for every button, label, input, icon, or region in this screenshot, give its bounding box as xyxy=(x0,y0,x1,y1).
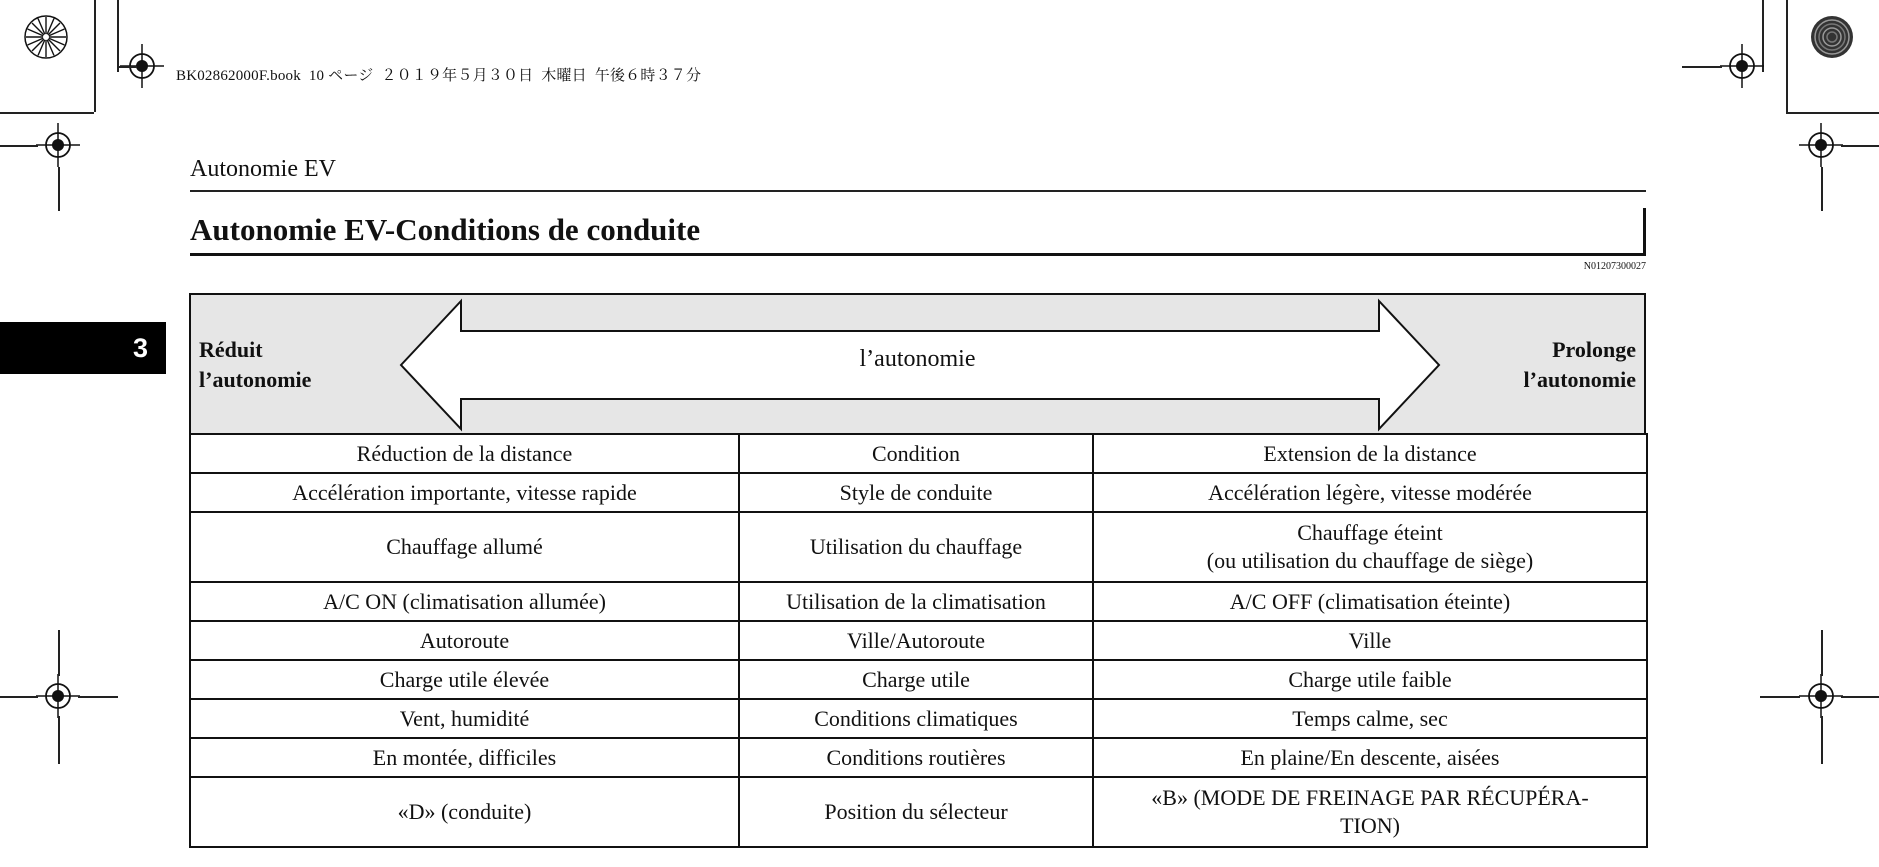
extends-range-label xyxy=(1524,335,1636,395)
table-cell: Chauffage allumé xyxy=(190,512,739,582)
crop-line xyxy=(94,0,96,112)
table-row xyxy=(190,512,1647,582)
table-row xyxy=(190,473,1647,512)
table-cell: «D» (conduite) xyxy=(190,777,739,847)
table-row xyxy=(190,777,1647,847)
column-header: Condition xyxy=(739,434,1093,473)
crop-line xyxy=(78,696,118,698)
table-row xyxy=(190,621,1647,660)
crop-line xyxy=(117,66,137,68)
table-cell: Temps calme, sec xyxy=(1093,699,1647,738)
section-title: Autonomie EV-Conditions de conduite xyxy=(190,212,701,247)
table-cell: Utilisation de la climatisation xyxy=(739,582,1093,621)
registration-star-mark-left xyxy=(23,14,69,60)
chapter-tab: 3 xyxy=(0,322,166,374)
crosshair-mark-top-right xyxy=(1720,44,1764,88)
crop-line xyxy=(1786,112,1879,114)
table-row xyxy=(190,660,1647,699)
table-cell: A/C ON (climatisation allumée) xyxy=(190,582,739,621)
registration-star-mark-right xyxy=(1809,14,1855,60)
crop-line xyxy=(1821,716,1823,764)
driving-conditions-table xyxy=(189,433,1648,848)
table-cell xyxy=(1093,512,1647,582)
table-header-row xyxy=(190,434,1647,473)
crop-line xyxy=(58,630,60,676)
crop-line xyxy=(0,112,94,114)
column-header: Réduction de la distance xyxy=(190,434,739,473)
running-head-rule xyxy=(190,190,1646,192)
crop-line xyxy=(58,167,60,211)
crop-line xyxy=(1786,0,1788,112)
table-cell: Accélération légère, vitesse modérée xyxy=(1093,473,1647,512)
table-cell: Ville/Autoroute xyxy=(739,621,1093,660)
cell-line: «B» (MODE DE FREINAGE PAR RÉCUPÉRA- xyxy=(1151,785,1589,810)
table-cell: Vent, humidité xyxy=(190,699,739,738)
table-cell xyxy=(1093,777,1647,847)
document-code: N01207300027 xyxy=(1583,261,1646,272)
crop-line xyxy=(1821,167,1823,211)
table-row xyxy=(190,738,1647,777)
table-cell: Conditions routières xyxy=(739,738,1093,777)
cell-line: (ou utilisation du chauffage de siège) xyxy=(1206,548,1534,573)
crop-line xyxy=(0,696,38,698)
reduces-range-line: l’autonomie xyxy=(199,367,312,392)
running-head: Autonomie EV xyxy=(190,156,336,182)
table-cell: Accélération importante, vitesse rapide xyxy=(190,473,739,512)
table-cell: En plaine/En descente, aisées xyxy=(1093,738,1647,777)
cell-line: TION) xyxy=(1340,813,1400,838)
table-cell: A/C OFF (climatisation éteinte) xyxy=(1093,582,1647,621)
crop-line xyxy=(0,145,38,147)
reduces-range-line: Réduit xyxy=(199,337,263,362)
crop-line xyxy=(1841,145,1879,147)
table-cell: Ville xyxy=(1093,621,1647,660)
crosshair-mark-right-lower xyxy=(1799,674,1843,718)
section-title-rule xyxy=(1643,208,1646,256)
table-cell: Conditions climatiques xyxy=(739,699,1093,738)
crop-line xyxy=(1841,696,1879,698)
crosshair-mark-left-upper xyxy=(36,123,80,167)
crop-line xyxy=(1682,66,1722,68)
table-cell: Charge utile faible xyxy=(1093,660,1647,699)
range-arrow-header xyxy=(189,293,1646,435)
table-cell: En montée, difficiles xyxy=(190,738,739,777)
table-row xyxy=(190,699,1647,738)
table-cell: Position du sélecteur xyxy=(739,777,1093,847)
cell-line: Chauffage éteint xyxy=(1297,520,1443,545)
table-cell: Autoroute xyxy=(190,621,739,660)
table-cell: Charge utile élevée xyxy=(190,660,739,699)
table-cell: Style de conduite xyxy=(739,473,1093,512)
range-center-label: l’autonomie xyxy=(859,346,976,372)
table-row xyxy=(190,582,1647,621)
table-cell: Charge utile xyxy=(739,660,1093,699)
crop-line xyxy=(58,716,60,764)
crop-line xyxy=(1821,630,1823,676)
crop-line xyxy=(117,0,119,72)
crop-line xyxy=(1760,696,1800,698)
column-header: Extension de la distance xyxy=(1093,434,1647,473)
book-info: BK02862000F.book 10 ページ ２０１９年５月３０日 木曜日 午後６時３７分 xyxy=(176,68,702,84)
section-title-rule xyxy=(190,253,1646,256)
table-cell: Utilisation du chauffage xyxy=(739,512,1093,582)
extends-range-line: Prolonge xyxy=(1552,337,1636,362)
crosshair-mark-left-lower xyxy=(36,674,80,718)
extends-range-line: l’autonomie xyxy=(1523,367,1636,392)
crosshair-mark-right-upper xyxy=(1799,123,1843,167)
